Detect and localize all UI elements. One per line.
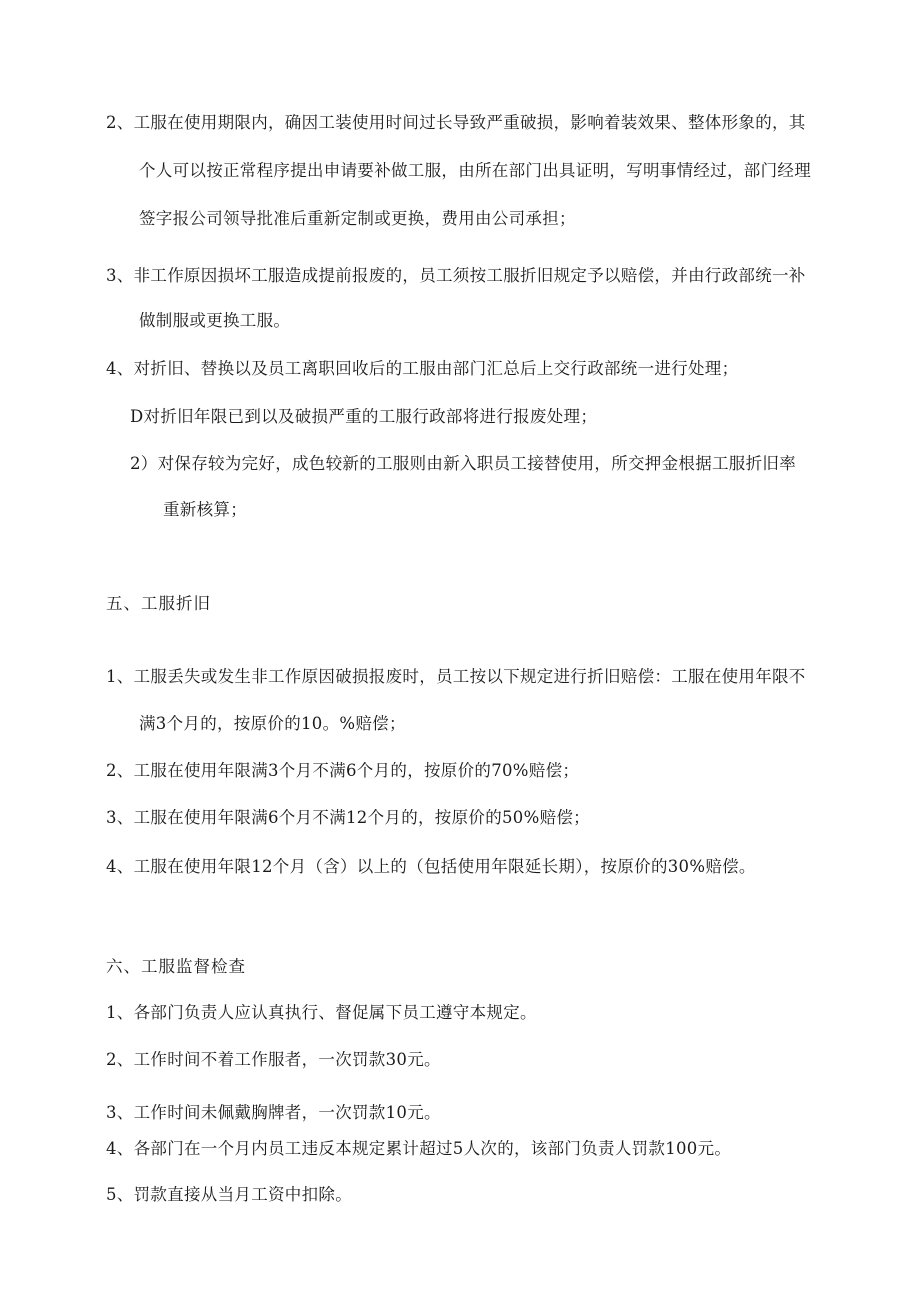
item-3-line-1: 3、非工作原因损坏工服造成提前报废的，员工须按工服折旧规定予以赔偿，并由行政部统一补: [106, 266, 806, 285]
subitem-2-line-2: 重新核算；: [163, 500, 247, 519]
s6-item-5: 5、罚款直接从当月工资中扣除。: [106, 1185, 352, 1204]
section5-heading: 五、工服折旧: [106, 594, 211, 613]
s5-item-1-line-2: 满3个月的，按原价的10。%赔偿；: [139, 714, 406, 733]
s6-item-4: 4、各部门在一个月内员工违反本规定累计超过5人次的，该部门负责人罚款100元。: [106, 1139, 732, 1158]
s5-item-2: 2、工服在使用年限满3个月不满6个月的，按原价的70%赔偿；: [106, 761, 580, 780]
s5-item-3: 3、工服在使用年限满6个月不满12个月的，按原价的50%赔偿；: [106, 808, 590, 827]
s6-item-1: 1、各部门负责人应认真执行、督促属下员工遵守本规定。: [106, 1003, 537, 1022]
item-2-line-1: 2、工服在使用期限内，确因工装使用时间过长导致严重破损，影响着装效果、整体形象的，其: [106, 113, 806, 132]
item-2-line-2: 个人可以按正常程序提出申请要补做工服，由所在部门出具证明，写明事情经过，部门经理: [139, 161, 811, 180]
item-2-line-3: 签字报公司领导批准后重新定制或更换，费用由公司承担；: [139, 209, 576, 228]
s6-item-2: 2、工作时间不着工作服者，一次罚款30元。: [106, 1050, 441, 1069]
subitem-2-line-1: 2）对保存较为完好，成色较新的工服则由新入职员工接替使用，所交押金根据工服折旧率: [130, 454, 796, 473]
s6-item-3: 3、工作时间未佩戴胸牌者，一次罚款10元。: [106, 1103, 441, 1122]
s5-item-4: 4、工服在使用年限12个月（含）以上的（包括使用年限延长期），按原价的30%赔偿。: [106, 857, 756, 876]
item-4-line-1: 4、对折旧、替换以及员工离职回收后的工服由部门汇总后上交行政部统一进行处理；: [106, 359, 739, 378]
subitem-1-line-1: D对折旧年限已到以及破损严重的工服行政部将进行报废处理；: [130, 407, 598, 426]
item-3-line-2: 做制服或更换工服。: [139, 311, 291, 330]
section6-heading: 六、工服监督检查: [106, 957, 246, 976]
s5-item-1-line-1: 1、工服丢失或发生非工作原因破损报废时，员工按以下规定进行折旧赔偿：工服在使用年限不: [106, 667, 806, 686]
